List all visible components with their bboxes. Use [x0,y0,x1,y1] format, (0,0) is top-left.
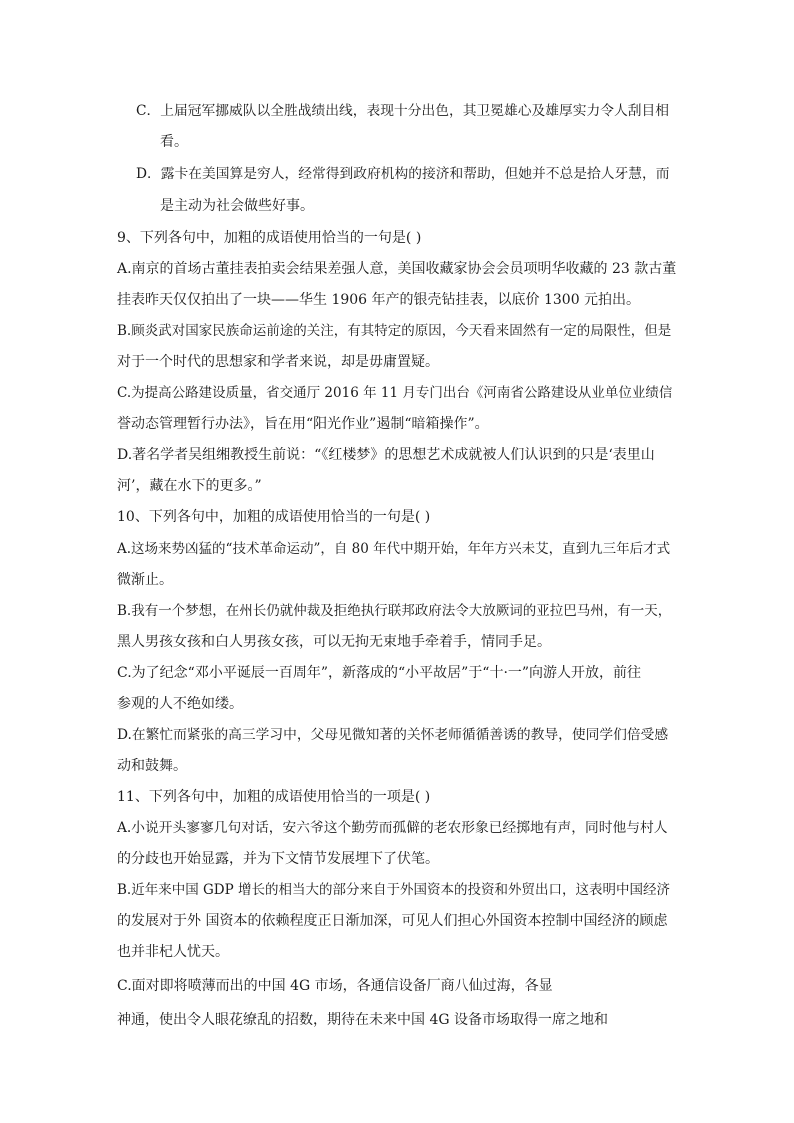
question-10-option-a-line-2: 微渐止。 [117,572,173,588]
question-9-option-b-line-1: B.顾炎武对国家民族命运前途的关注，有其特定的原因，今天看来固然有一定的局限性，但是 [117,323,672,339]
option-d-line-2: 是主动为社会做些好事。 [160,198,314,214]
question-11-stem: 11、下列各句中，加粗的成语使用恰当的一项是( ) [117,789,431,805]
question-11-option-b-line-2: 的发展对于外 国资本的依赖程度正日渐加深，可见人们担心外国资本控制中国经济的顾虑 [117,913,668,929]
question-10-option-a-line-1: A.这场来势凶猛的“技术革命运动”，自 80 年代中期开始，年年方兴未艾，直到九三年后才式 [117,541,671,557]
question-10-option-d-line-1: D.在繁忙而紧张的高三学习中，父母见微知著的关怀老师循循善诱的教导，使同学们倍受感 [117,727,669,743]
question-9-option-c-line-2: 誉动态管理暂行办法》，旨在用“阳光作业”遏制“暗箱操作”。 [117,416,489,432]
question-9-option-c-line-1: C.为提高公路建设质量，省交通厅 2016 年 11 月专门出台《河南省公路建设从业单位业绩信 [117,385,673,401]
question-10-option-b-line-2: 黑人男孩女孩和白人男孩女孩，可以无拘无束地手牵着手，情同手足。 [117,634,551,650]
question-11-option-b-line-1: B.近年来中国 GDP 增长的相当大的部分来自于外国资本的投资和外贸出口，这表明中国经济 [117,882,670,898]
question-9-stem: 9、下列各句中，加粗的成语使用恰当的一句是( ) [117,230,422,246]
option-c-line-2: 看。 [160,134,188,150]
question-11-option-b-line-3: 也并非杞人忧天。 [117,944,229,960]
question-11-option-c-line-1: C.面对即将喷薄而出的中国 4G 市场，各通信设备厂商八仙过海，各显 [117,978,553,994]
question-10-option-c-line-1: C.为了纪念“邓小平诞辰一百周年”，新落成的“小平故居”于“十·一”向游人开放，前往 [117,665,642,681]
question-10-stem: 10、下列各句中，加粗的成语使用恰当的一句是( ) [117,509,431,525]
question-11-option-a-line-2: 的分歧也开始显露，并为下文情节发展埋下了伏笔。 [117,851,439,867]
option-c-line-1: C．上届冠军挪威队以全胜战绩出线，表现十分出色，其卫冕雄心及雄厚实力令人刮目相 [136,103,670,119]
question-9-option-a-line-1: A.南京的首场古董挂表拍卖会结果差强人意，美国收藏家协会会员项明华收藏的 23 款古董 [117,261,677,277]
question-11-option-a-line-1: A.小说开头寥寥几句对话，安六爷这个勤劳而孤僻的老农形象已经掷地有声，同时他与村人 [117,820,668,836]
question-9-option-a-line-2: 挂表昨天仅仅拍出了一块——华生 1906 年产的银壳钻挂表，以底价 1300 元拍出。 [117,292,641,308]
question-10-option-b-line-1: B.我有一个梦想，在州长仍就仲裁及拒绝执行联邦政府法令大放厥词的亚拉巴马州，有一天， [117,603,672,619]
question-10-option-c-line-2: 参观的人不绝如缕。 [117,696,243,712]
question-9-option-d-line-2: 河’，藏在水下的更多。” [117,478,262,494]
question-9-option-b-line-2: 对于一个时代的思想家和学者来说，却是毋庸置疑。 [117,354,439,370]
question-9-option-d-line-1: D.著名学者吴组缃教授生前说：“《红楼梦》的思想艺术成就被人们认识到的只是‘表里山 [117,447,655,463]
question-10-option-d-line-2: 动和鼓舞。 [117,758,187,774]
question-11-option-c-line-2: 神通，使出令人眼花缭乱的招数，期待在未来中国 4G 设备市场取得一席之地和 [117,1012,608,1028]
option-d-line-1: D．露卡在美国算是穷人，经常得到政府机构的接济和帮助，但她并不总是拾人牙慧，而 [136,166,670,182]
